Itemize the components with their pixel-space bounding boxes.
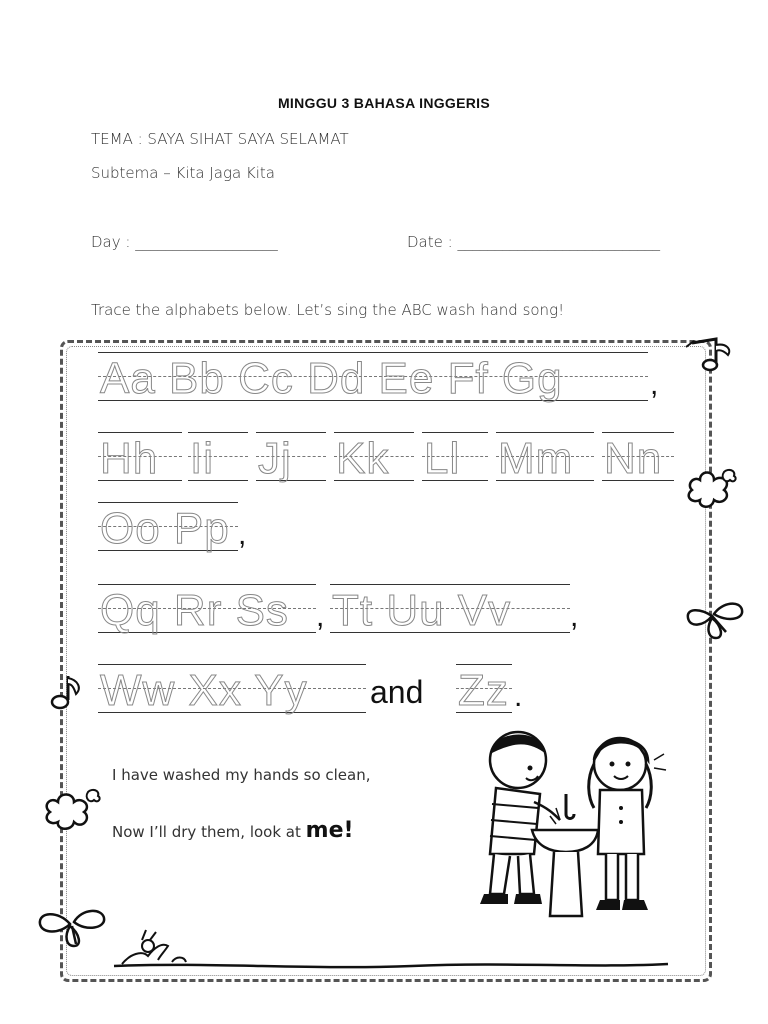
poem-me: me! [305, 818, 354, 843]
comma: , [238, 518, 247, 551]
trace-row-5: Ww Xx Yy [98, 664, 366, 714]
music-note-icon [682, 335, 738, 381]
flower-icon [40, 786, 106, 836]
theme-line: TEMA : SAYA SIHAT SAYA SELAMAT [91, 130, 349, 148]
trace-segment-kk: Kk [334, 432, 414, 482]
trace-segment-nn: Nn [602, 432, 674, 482]
comma: , [570, 600, 579, 633]
rabbit-icon [112, 928, 672, 974]
comma: , [650, 368, 659, 401]
date-field[interactable]: Date : ___________________________ [407, 233, 660, 251]
trace-segment-zz: Zz [456, 664, 512, 714]
clover-icon [36, 900, 108, 952]
trace-row-1 [98, 352, 648, 402]
comma: , [316, 600, 325, 633]
trace-segment-jj: Jj [256, 432, 326, 482]
instruction-text: Trace the alphabets below. Let’s sing the ABC wash hand song! [91, 301, 565, 319]
day-field[interactable]: Day : ___________________ [91, 233, 278, 251]
kids-washing-hands-icon [470, 724, 680, 924]
page-title: MINGGU 3 BAHASA INGGERIS [277, 95, 491, 111]
trace-row-4b: Tt Uu Vv [330, 584, 570, 634]
poem-line-1: I have washed my hands so clean, [112, 766, 371, 784]
trace-segment-ll: Ll [422, 432, 488, 482]
and-word: and [370, 674, 424, 710]
music-note-icon [46, 672, 92, 712]
flower-icon [684, 462, 744, 512]
trace-segment-mm: Mm [496, 432, 594, 482]
poem-line-2: Now I’ll dry them, look at me! [112, 818, 354, 843]
trace-row-4a: Qq Rr Ss [98, 584, 316, 634]
subtheme-line: Subtema – Kita Jaga Kita [91, 164, 275, 182]
clover-icon [682, 588, 746, 642]
trace-row-3: Oo Pp [98, 502, 238, 552]
trace-segment-ii: Ii [188, 432, 248, 482]
trace-segment-hh: Hh [98, 432, 182, 482]
trace-letters-a-g[interactable]: Aa Bb Cc Dd Ee Ff Gg [100, 354, 563, 403]
period: . [514, 680, 523, 713]
